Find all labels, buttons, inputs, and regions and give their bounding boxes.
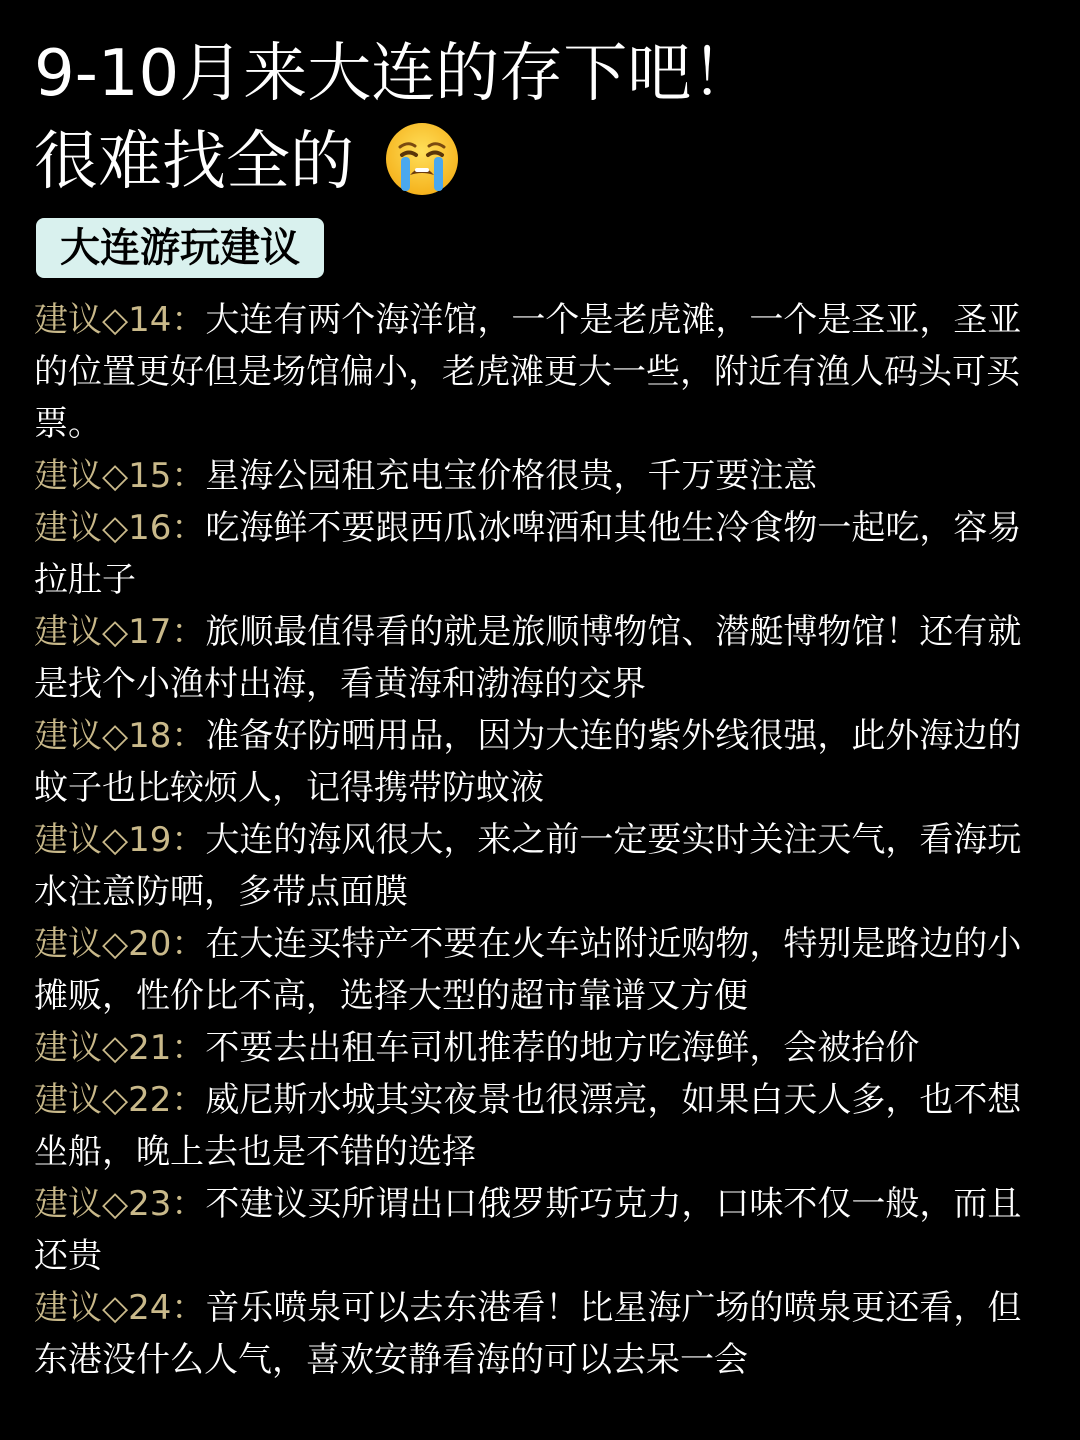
tip-text: 在大连买特产不要在火车站附近购物，特别是路边的小摊贩，性价比不高，选择大型的超市靠谱又方便 — [34, 924, 1022, 1016]
tip-item — [34, 1074, 1044, 1178]
tip-text: 威尼斯水城其实夜景也很漂亮，如果白天人多，也不想坐船，晚上去也是不错的选择 — [34, 1080, 1022, 1172]
tip-text: 不要去出租车司机推荐的地方吃海鲜，会被抬价 — [205, 1028, 920, 1068]
section-tag: 大连游玩建议 — [36, 218, 324, 278]
tip-label: 建议◇20： — [34, 924, 206, 964]
tip-text: 准备好防晒用品，因为大连的紫外线很强，此外海边的蚊子也比较烦人，记得携带防蚊液 — [34, 716, 1022, 808]
tip-item — [34, 918, 1044, 1022]
tip-item — [34, 1178, 1044, 1282]
crying-face-icon — [382, 119, 462, 199]
title-line-1: 9-10月来大连的存下吧！ — [34, 37, 756, 111]
title-line-2 — [34, 118, 1044, 206]
tip-text: 音乐喷泉可以去东港看！比星海广场的喷泉更还看，但东港没什么人气，喜欢安静看海的可以去呆一会 — [34, 1288, 1022, 1380]
tip-item — [34, 710, 1044, 814]
tip-label: 建议◇18： — [34, 716, 206, 756]
tip-item — [34, 502, 1044, 606]
tips-list — [34, 294, 1044, 1386]
tip-label: 建议◇21： — [34, 1028, 206, 1068]
tip-label: 建议◇17： — [34, 612, 206, 652]
tip-text: 旅顺最值得看的就是旅顺博物馆、潜艇博物馆！还有就是找个小渔村出海，看黄海和渤海的交界 — [34, 612, 1022, 704]
tip-item — [34, 1022, 1044, 1074]
tip-label: 建议◇16： — [34, 508, 206, 548]
tip-label: 建议◇19： — [34, 820, 206, 860]
tip-text: 大连有两个海洋馆，一个是老虎滩，一个是圣亚，圣亚的位置更好但是场馆偏小，老虎滩更大一些，附近有渔人码头可买票。 — [34, 300, 1022, 444]
tip-text: 不建议买所谓出口俄罗斯巧克力，口味不仅一般，而且还贵 — [34, 1184, 1022, 1276]
tip-label: 建议◇22： — [34, 1080, 206, 1120]
tip-text: 大连的海风很大，来之前一定要实时关注天气，看海玩水注意防晒，多带点面膜 — [34, 820, 1022, 912]
tip-label: 建议◇14： — [34, 300, 206, 340]
tip-item — [34, 294, 1044, 450]
tip-text: 星海公园租充电宝价格很贵，千万要注意 — [205, 456, 818, 496]
tip-label: 建议◇23： — [34, 1184, 206, 1224]
tip-label: 建议◇24： — [34, 1288, 206, 1328]
crying-face-icon-graphic — [382, 119, 462, 199]
tip-item — [34, 606, 1044, 710]
post-title — [34, 30, 1044, 206]
title-line-2-text: 很难找全的 — [34, 125, 354, 199]
tip-label: 建议◇15： — [34, 456, 206, 496]
tip-item — [34, 450, 1044, 502]
tip-text: 吃海鲜不要跟西瓜冰啤酒和其他生冷食物一起吃，容易拉肚子 — [34, 508, 1022, 600]
tip-item — [34, 1282, 1044, 1386]
tip-item — [34, 814, 1044, 918]
